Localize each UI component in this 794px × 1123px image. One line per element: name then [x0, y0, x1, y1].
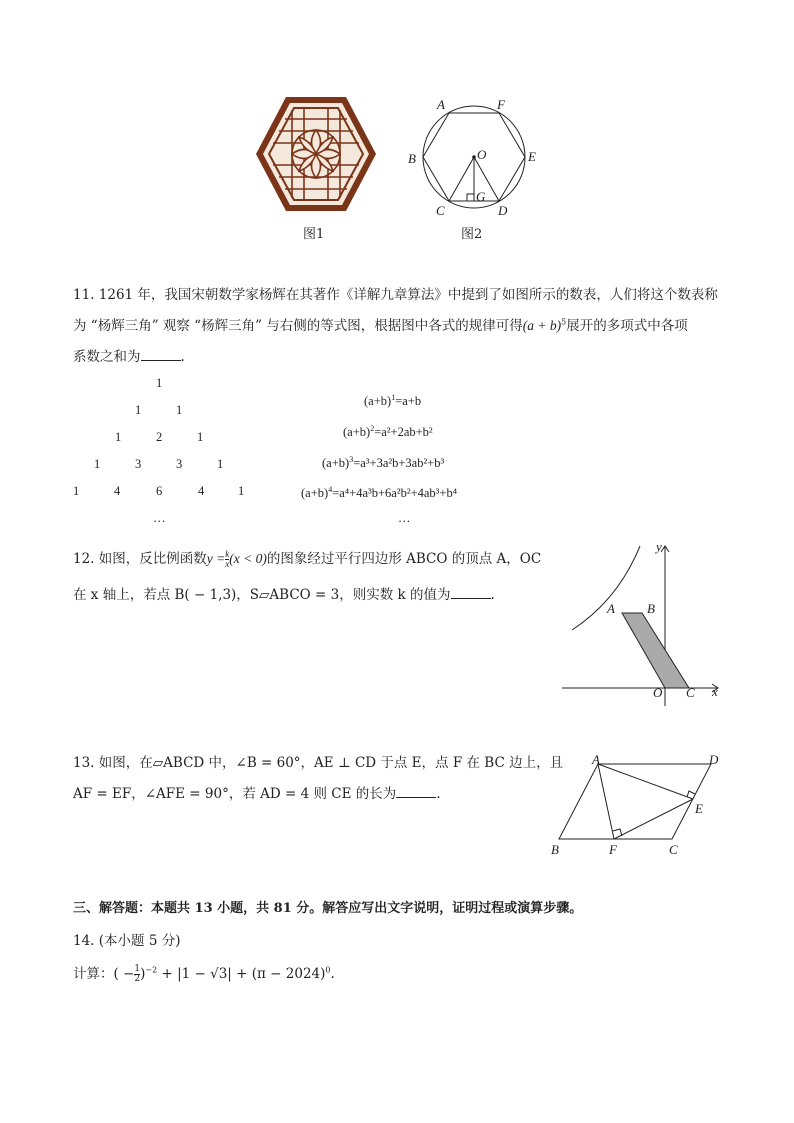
point-label-b: B [408, 151, 416, 166]
point-label-d: D [498, 203, 508, 218]
q13-point-a: A [592, 752, 600, 767]
q11-text-line-1: 11. 1261 年，我国宋朝数学家杨辉在其著作《详解九章算法》中提到了如图所示的数表，人们将这个数表称 [73, 287, 718, 303]
q13-point-c: C [669, 842, 678, 857]
formula-4: $(a+b)^4=a^4+4a^3b+6a^2b^2+4ab^3+b^4$ [301, 485, 458, 501]
q13-point-f: F [609, 842, 617, 857]
y-axis-label: y [656, 539, 662, 554]
q12-text-line-1: 12. 如图，反比例函数y = $\frac{k}{x}$ (x < 0)的图象经过平行四边形 ABCO 的顶点 A，OC [73, 549, 542, 569]
point-label-g: G [476, 189, 486, 204]
point-label-c: C [436, 203, 445, 218]
figure-2-caption: 图2 [461, 227, 483, 242]
q12-text-line-2: 在 x 轴上，若点 B( − 1,3)，S▱ABCO = 3，则实数 k 的值为 . [73, 587, 495, 603]
q13-text-line-2: AF = EF，∠AFE = 90°，若 AD = 4 则 CE 的长为 . [73, 786, 441, 802]
q13-point-e: E [695, 801, 703, 816]
q13-point-d: D [709, 752, 719, 767]
q14-expression: 计算：( − $\frac{1}{2}$ )$^{-2} + |1 - √3| + (\pi - 2024)^0$. [73, 964, 335, 984]
q12-answer-blank[interactable] [451, 586, 491, 599]
figure-1-caption: 图1 [303, 227, 325, 242]
point-label-a: A [437, 97, 445, 112]
window-lattice-figure [255, 95, 377, 213]
q13-text-line-1: 13. 如图，在▱ABCD 中，∠B = 60°，AE ⊥ CD 于点 E，点 F 在 BC 边上，且 [73, 755, 564, 771]
q12-point-c: C [686, 685, 695, 700]
q13-answer-blank[interactable] [396, 785, 436, 798]
q11-text-line-3: 系数之和为 . [73, 349, 185, 365]
q11-answer-blank[interactable] [141, 348, 181, 361]
formula-2: $(a+b)^2=a^2+2ab+b^2$ [343, 424, 433, 440]
q12-point-a: A [607, 601, 615, 616]
point-label-f: F [497, 97, 505, 112]
formula-3: $(a+b)^3=a^3+3a^2b+3ab^2+b^3$ [322, 455, 445, 471]
q11-text-line-2: 为 “杨辉三角” 观察 “杨辉三角” 与右侧的等式图，根据图中各式的规律可得$(a + b)^5$展开的多项式中各项 [73, 317, 688, 334]
point-label-o: O [477, 147, 487, 162]
section-3-heading: 三、解答题：本题共 13 小题，共 81 分。解答应写出文字说明，证明过程或演算步骤。 [73, 901, 583, 916]
q13-point-b: B [551, 842, 559, 857]
formula-1: $(a+b)^1=a+b$ [364, 393, 422, 409]
q12-point-b: B [647, 601, 655, 616]
q12-coordinate-graph [560, 540, 730, 710]
point-label-e: E [528, 149, 536, 164]
q12-point-o: O [653, 685, 663, 700]
q13-parallelogram-figure [550, 755, 730, 855]
x-axis-label: x [712, 684, 718, 699]
q14-title: 14. (本小题 5 分) [73, 933, 181, 949]
